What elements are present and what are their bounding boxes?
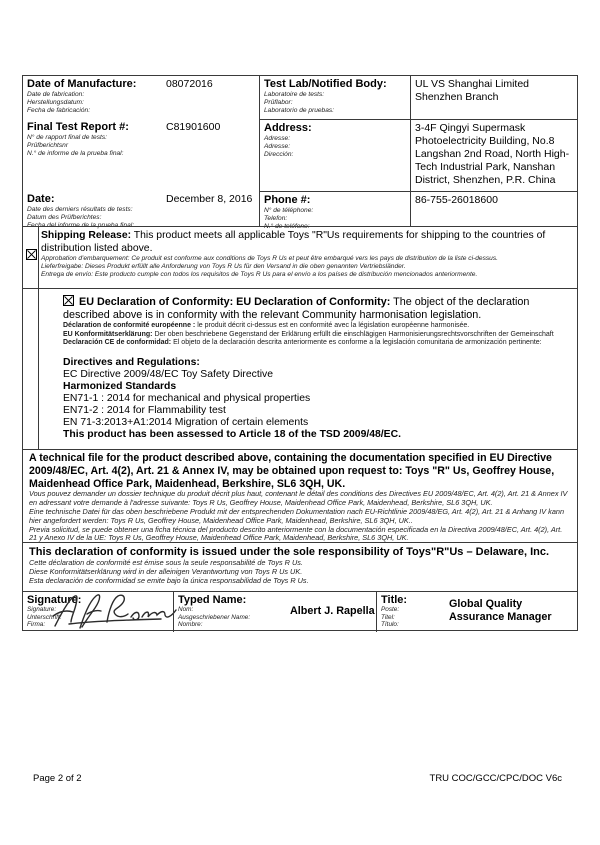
responsibility-translation-es: Esta declaración de conformidad se emite bajo la única responsabilidad de Toys R Us. xyxy=(29,575,309,585)
standard-line: EN 71-3:2013+A1:2014 Migration of certain elements xyxy=(63,416,309,428)
typed-name-sublabel: Nombre: xyxy=(178,621,203,629)
typed-name-sublabel: Nom: xyxy=(178,606,194,613)
field-label: Test Lab/Notified Body: xyxy=(264,78,387,90)
shipping-translation-es: Entrega de envío: Este producto cumple con todos los requisitos de Toys R Us para el envío a los países de distribución mencionados anteriormente. xyxy=(41,271,478,278)
field-label: Date: xyxy=(27,193,55,205)
field-date xyxy=(23,191,259,230)
translation-text: Der oben beschriebene Gegenstand der Erklärung erfüllt die einschlägigen Harmonisierungsrechtsvorschriften der Gemeinschaft xyxy=(154,330,554,338)
field-label: Phone #: xyxy=(264,194,311,206)
typed-name-sublabel: Ausgeschriebener Name: xyxy=(178,613,251,621)
technical-file-heading: A technical file for the product described above, containing the documentation specified in EU Directive 2009/48/EC, Art. 4(2), Art. 21 & Annex IV, may be obtained upon request to: Toys "R" Us, Geoffrey House, Maidenhead Office Park, Maidenhead, Berkshire, SL6 3QH, UK. xyxy=(29,452,555,490)
title-value: Global Quality Assurance Manager xyxy=(449,598,552,623)
field-sublabel: N.° de informe de la prueba final: xyxy=(27,150,124,157)
field-test-lab xyxy=(260,76,577,119)
typed-name-value: Albert J. Rapella xyxy=(290,605,375,617)
title-cell xyxy=(376,592,577,632)
signature-sublabel: Signature: xyxy=(27,606,57,613)
standard-line: EN71-2 : 2014 for Flammability test xyxy=(63,404,226,416)
directive-line: EC Directive 2009/48/EC Toy Safety Directive xyxy=(63,368,274,380)
field-sublabel: Prüfberichtsnr xyxy=(27,142,69,149)
field-sublabel: Telefon: xyxy=(264,215,288,222)
technical-file-translation-fr: Vous pouvez demander un dossier technique du produit décrit plus haut, contenant le détail des conditions des Directives EU 2009/48/EC, Art. 4(2), Art. 21 & Annex IV en adressant votre demande à l'adresse suivante: Toys R Us, Geoffrey House, Maidenhead Office Park, Maidenhead, Berkshire, SL6 3QH, UK. xyxy=(29,489,568,508)
field-final-test-report xyxy=(23,119,259,158)
shipping-release-text xyxy=(41,230,567,255)
responsibility-section xyxy=(23,542,577,591)
translation-lead: Declaración CE de conformidad: xyxy=(63,339,172,347)
field-value: UL VS Shanghai Limited Shenzhen Branch xyxy=(415,78,530,103)
signature-sublabel: Firma: xyxy=(27,621,46,629)
signature-label: Signature: xyxy=(27,594,82,606)
field-sublabel: Date des derniers résultats de tests: xyxy=(27,206,133,213)
shipping-release-body xyxy=(41,227,573,279)
field-sublabel: Adresse: xyxy=(264,143,291,150)
info-grid-right xyxy=(259,76,577,230)
technical-file-translation-es: Previa solicitud, se puede obtener una ficha técnica del producto descrito anteriormente con la documentación especificada en la Directiva 2009/48/EC, Art. 4(2), Art. 21 y Anexo IV de la UE: Toys R Us, Geoffrey House, Maidenhead Office Park, Maidenhead, Berkshire, SL6 3QH, UK. xyxy=(29,524,563,543)
field-sublabel: Fecha del informe de la prueba final: xyxy=(27,222,135,229)
title-sublabel: Poste: xyxy=(381,606,400,613)
field-value: December 8, 2016 xyxy=(166,193,253,205)
eu-translation-de xyxy=(63,331,563,340)
title-sublabel: Titel: xyxy=(381,613,395,621)
directives-heading: Directives and Regulations: xyxy=(63,356,200,368)
harmonized-standards-heading: Harmonized Standards xyxy=(63,380,177,392)
shipping-release-heading: Shipping Release: xyxy=(41,230,132,241)
shipping-release-statement: This product meets all applicable Toys "R"Us requirements for shipping to the countries of distribution listed above. xyxy=(41,230,546,254)
checkbox-column xyxy=(23,289,39,449)
field-phone xyxy=(260,191,577,230)
field-sublabel: Fecha de fabricación: xyxy=(27,107,91,114)
field-sublabel: N° de rapport final de tests: xyxy=(27,134,107,141)
field-sublabel: N.° de teléfono: xyxy=(264,223,310,230)
eu-heading-bold: EU Declaration of Conformity: EU Declaration of Conformity: xyxy=(79,296,391,308)
field-sublabel: Herstellungsdatum: xyxy=(27,99,84,106)
page-number: Page 2 of 2 xyxy=(33,773,82,784)
eu-heading-text: The object of the declaration described above is in conformity with the relevant Community harmonisation legislation. xyxy=(63,296,530,321)
standard-line: EN71-1 : 2014 for mechanical and physical properties xyxy=(63,392,311,404)
info-grid-left xyxy=(23,76,259,229)
checked-checkbox-icon xyxy=(26,249,37,260)
signature-sublabel: Unterschrift: xyxy=(27,613,62,621)
field-value: 86-755-26018600 xyxy=(415,194,498,206)
field-sublabel: N° de téléphone: xyxy=(264,207,314,214)
typed-name-label: Typed Name: xyxy=(178,594,247,606)
translation-text: le produit décrit ci-dessus est en conformité avec la législation européenne harmonisée. xyxy=(197,322,470,329)
field-sublabel: Laboratoire de tests: xyxy=(264,91,325,98)
typed-name-cell xyxy=(173,592,376,632)
signature-cell xyxy=(23,592,173,632)
field-sublabel: Prüflabor: xyxy=(264,99,293,106)
field-sublabel: Date de fabrication: xyxy=(27,91,85,98)
field-label: Address: xyxy=(264,122,312,134)
field-date-of-manufacture xyxy=(23,76,259,115)
checkbox-column xyxy=(23,227,39,288)
field-value: 08072016 xyxy=(166,78,213,90)
shipping-release-section xyxy=(23,226,577,288)
field-value: 3-4F Qingyi Supermask Photoelectricity Building, No.8 Langshan 2nd Road, North High-Tech Industrial Park, Nanshan District, Shenzhen, P.R. China xyxy=(415,122,570,186)
technical-file-translation-de: Eine technische Datei für das oben beschriebene Produkt mit der entsprechenden Dokumentation nach EU-Richtlinie 2009/48/EG, Art. 4(2), Art. 21 & Anhang IV kann hier angefordert werden: Toys R Us, Geoffrey House, Maidenhead Office Park, Maidenhead, Berkshire, SL6 3QH, UK.. xyxy=(29,506,565,525)
shipping-translation-fr: Approbation d'embarquement: Ce produit est conforme aux conditions de Toys R Us et peut être embarqué vers les pays de distribution de la liste ci-dessus. xyxy=(41,255,498,262)
field-address xyxy=(260,119,577,191)
responsibility-translation-de: Diese Konformitätserklärung wird in der alleinigen Verantwortung von Toys R Us UK. xyxy=(29,566,303,576)
signature-row xyxy=(23,591,577,632)
field-label: Final Test Report #: xyxy=(27,121,129,133)
info-grid xyxy=(23,76,577,230)
field-label: Date of Manufacture: xyxy=(27,78,137,90)
field-sublabel: Adresse: xyxy=(264,135,291,142)
technical-file-section xyxy=(23,449,577,542)
eu-translation-fr xyxy=(63,322,563,331)
eu-translation-es xyxy=(63,339,563,348)
field-sublabel: Dirección: xyxy=(264,151,294,158)
responsibility-translation-fr: Cette déclaration de conformité est émise sous la seule responsabilité de Toys R Us. xyxy=(29,558,303,567)
handwritten-signature xyxy=(49,590,181,634)
eu-declaration-body xyxy=(63,289,571,441)
document-code: TRU COC/GCC/CPC/DOC V6c xyxy=(429,773,562,784)
checked-checkbox-icon xyxy=(63,295,74,306)
eu-declaration-section xyxy=(23,288,577,449)
title-label: Title: xyxy=(381,594,408,606)
responsibility-heading: This declaration of conformity is issued under the sole responsibility of Toys"R"Us – Delaware, Inc. xyxy=(29,546,550,558)
field-value: C81901600 xyxy=(166,121,221,133)
translation-text: El objeto de la declaración descrita anteriormente es conforme a la legislación comunitaria de armonización pertinente: xyxy=(173,339,542,347)
declaration-table xyxy=(22,75,578,631)
assessment-statement: This product has been assessed to Article 18 of the TSD 2009/48/EC. xyxy=(63,428,401,440)
field-sublabel: Laboratorio de pruebas: xyxy=(264,107,335,114)
title-sublabel: Título: xyxy=(381,621,399,629)
translation-lead: Déclaration de conformité européenne : xyxy=(63,322,196,329)
directives-block xyxy=(63,357,563,441)
translation-lead: EU Konformitätserklärung: xyxy=(63,330,153,338)
shipping-translation-de: Lieferfreigabe: Dieses Produkt erfüllt alle Anforderung von Toys R Us für den Versand in die oben genannten Vertriebsländer. xyxy=(41,263,406,270)
eu-declaration-heading xyxy=(63,295,563,322)
field-sublabel: Datum des Prüfberichtes: xyxy=(27,214,102,221)
